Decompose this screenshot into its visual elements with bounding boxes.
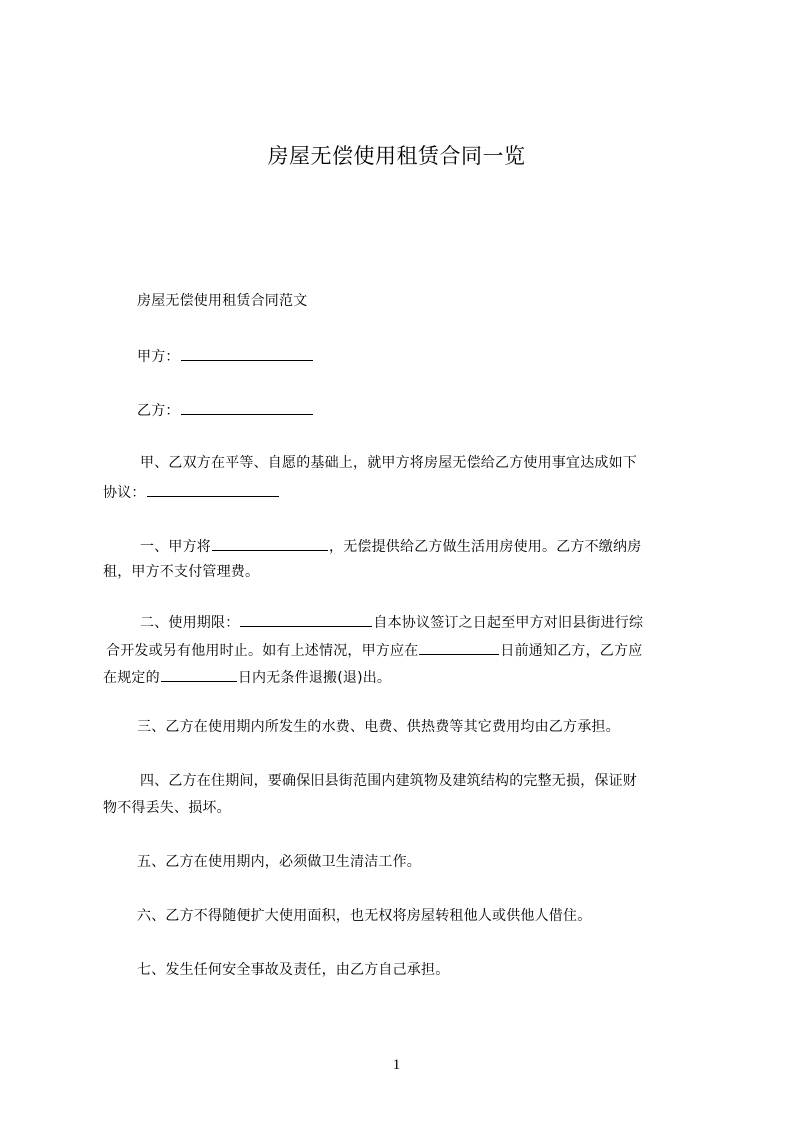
clause-1-blank xyxy=(212,536,328,551)
clause-1-line-1 xyxy=(140,536,740,556)
document-subtitle: 房屋无偿使用租赁合同范文 xyxy=(137,293,308,309)
clause-4-line-1: 四、乙方在住期间，要确保旧县街范围内建筑物及建筑结构的完整无损，保证财 xyxy=(140,773,637,789)
document-title: 房屋无偿使用租赁合同一览 xyxy=(267,144,526,168)
clause-5: 五、乙方在使用期内，必须做卫生清洁工作。 xyxy=(137,854,421,870)
clause-1-part-2: ，无偿提供给乙方做生活用房使用。乙方不缴纳房 xyxy=(329,539,642,555)
intro-line-2 xyxy=(103,482,703,502)
clause-2-line-3 xyxy=(103,667,703,687)
party-a-blank xyxy=(181,346,313,361)
clause-2-line-2 xyxy=(106,640,706,660)
intro-blank xyxy=(147,482,279,497)
clause-4-line-2: 物不得丢失、损坏。 xyxy=(103,800,231,816)
intro-label: 协议： xyxy=(103,485,146,501)
clause-2-blank-3 xyxy=(161,667,237,682)
clause-1-part-1: 一、甲方将 xyxy=(140,539,211,555)
party-b-line xyxy=(137,400,737,420)
clause-2-line-2b: 日前通知乙方，乙方应 xyxy=(500,643,643,659)
clause-2-line-2a: 合开发或另有他用时止。如有上述情况，甲方应在 xyxy=(106,643,419,659)
clause-2-line-3a: 在规定的 xyxy=(103,670,160,686)
clause-7: 七、发生任何安全事故及责任，由乙方自己承担。 xyxy=(137,962,450,978)
clause-2-part-2: 自本协议签订之日起至甲方对旧县街进行综 xyxy=(373,615,644,631)
clause-2-line-1 xyxy=(140,612,740,632)
party-a-line xyxy=(137,346,737,366)
clause-1-line-2: 租，甲方不支付管理费。 xyxy=(103,564,260,580)
party-a-label: 甲方： xyxy=(137,349,180,365)
page-number: 1 xyxy=(392,1057,401,1073)
clause-6: 六、乙方不得随便扩大使用面积，也无权将房屋转租他人或供他人借住。 xyxy=(137,908,592,924)
clause-2-part-1: 二、使用期限： xyxy=(140,615,240,631)
party-b-blank xyxy=(181,400,313,415)
clause-2-blank-1 xyxy=(240,612,372,627)
clause-3: 三、乙方在使用期内所发生的水费、电费、供热费等其它费用均由乙方承担。 xyxy=(137,719,620,735)
party-b-label: 乙方： xyxy=(137,403,180,419)
clause-2-blank-2 xyxy=(419,640,499,655)
clause-2-line-3b: 日内无条件退搬(退)出。 xyxy=(237,670,392,686)
intro-line-1: 甲、乙双方在平等、自愿的基础上，就甲方将房屋无偿给乙方使用事宜达成如下 xyxy=(140,455,637,471)
